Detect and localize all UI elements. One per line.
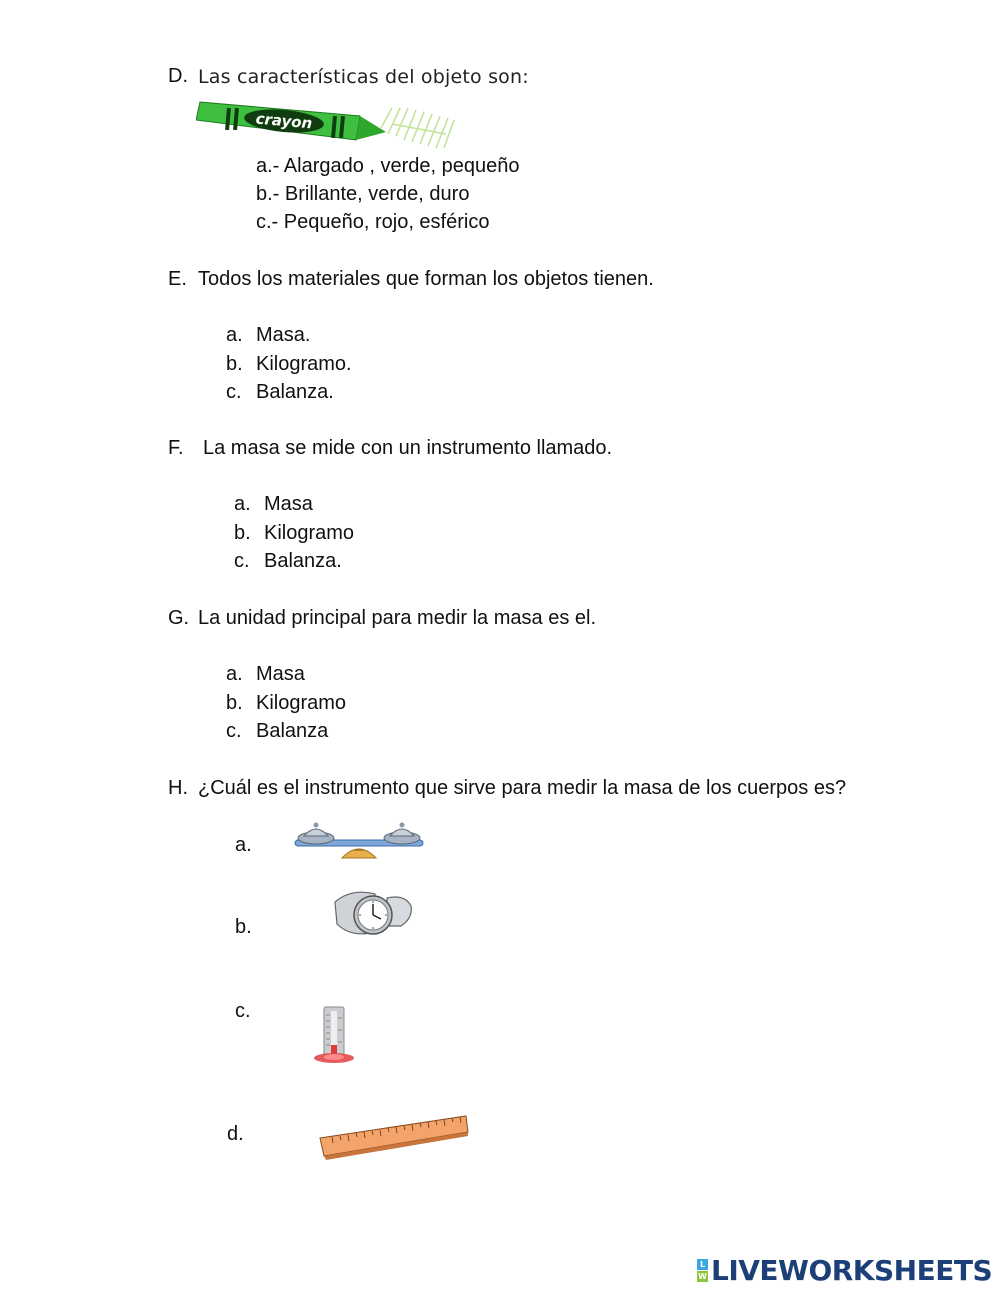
question-f-option-b-letter: b. (234, 522, 251, 544)
question-g-option-c[interactable]: Balanza (256, 720, 329, 742)
question-d-letter: D. (168, 65, 188, 87)
question-e-text: Todos los materiales que forman los objetos tienen. (198, 268, 654, 290)
question-f-option-b[interactable]: Kilogramo (264, 522, 355, 544)
question-d-text: Las características del objeto son: (198, 66, 529, 88)
question-f-option-c[interactable]: Balanza. (264, 550, 342, 572)
thermometer-icon[interactable] (312, 1005, 358, 1065)
logo-square-w: W (698, 1271, 707, 1281)
question-f-text: La masa se mide con un instrumento llamado. (203, 437, 613, 459)
crayon-label: crayon (254, 109, 314, 133)
question-g-text: La unidad principal para medir la masa es el. (198, 607, 596, 629)
question-g-option-b-letter: b. (226, 692, 243, 714)
question-d-option-c[interactable]: c.- Pequeño, rojo, esférico (256, 211, 490, 233)
question-d-option-b[interactable]: b.- Brillante, verde, duro (256, 183, 470, 205)
wristwatch-icon[interactable] (331, 888, 413, 938)
question-d-option-a[interactable]: a.- Alargado , verde, pequeño (256, 155, 520, 177)
question-h-option-c-letter: c. (235, 1000, 251, 1022)
question-e-option-b-letter: b. (226, 353, 243, 375)
balance-scale-icon[interactable] (292, 820, 426, 860)
question-g-option-c-letter: c. (226, 720, 242, 742)
question-g-option-a[interactable]: Masa (256, 663, 305, 685)
question-g-option-a-letter: a. (226, 663, 243, 685)
question-g-letter: G. (168, 607, 190, 629)
liveworksheets-logo[interactable] (697, 1253, 992, 1287)
logo-squares-icon (697, 1259, 708, 1282)
logo-square-l: L (697, 1259, 708, 1270)
question-h-letter: H. (168, 777, 188, 799)
ruler-icon[interactable] (318, 1112, 470, 1162)
question-e-letter: E. (168, 268, 187, 290)
question-h-option-b-letter: b. (235, 916, 252, 938)
question-f-option-a-letter: a. (234, 493, 251, 515)
question-f-option-a[interactable]: Masa (264, 493, 313, 515)
question-e-option-c[interactable]: Balanza. (256, 381, 334, 403)
question-h-text: ¿Cuál es el instrumento que sirve para medir la masa de los cuerpos es? (198, 777, 847, 799)
question-f-letter: F. (168, 437, 184, 459)
question-h-option-a-letter: a. (235, 834, 252, 856)
question-g-option-b[interactable]: Kilogramo (256, 692, 347, 714)
question-e-option-c-letter: c. (226, 381, 242, 403)
question-e-option-a-letter: a. (226, 324, 243, 346)
logo-text: LIVEWORKSHEETS (711, 1253, 993, 1287)
question-f-option-c-letter: c. (234, 550, 250, 572)
crayon-icon (196, 94, 460, 150)
question-e-option-a[interactable]: Masa. (256, 324, 311, 346)
question-e-option-b[interactable]: Kilogramo. (256, 353, 352, 375)
question-h-option-d-letter: d. (227, 1123, 244, 1145)
